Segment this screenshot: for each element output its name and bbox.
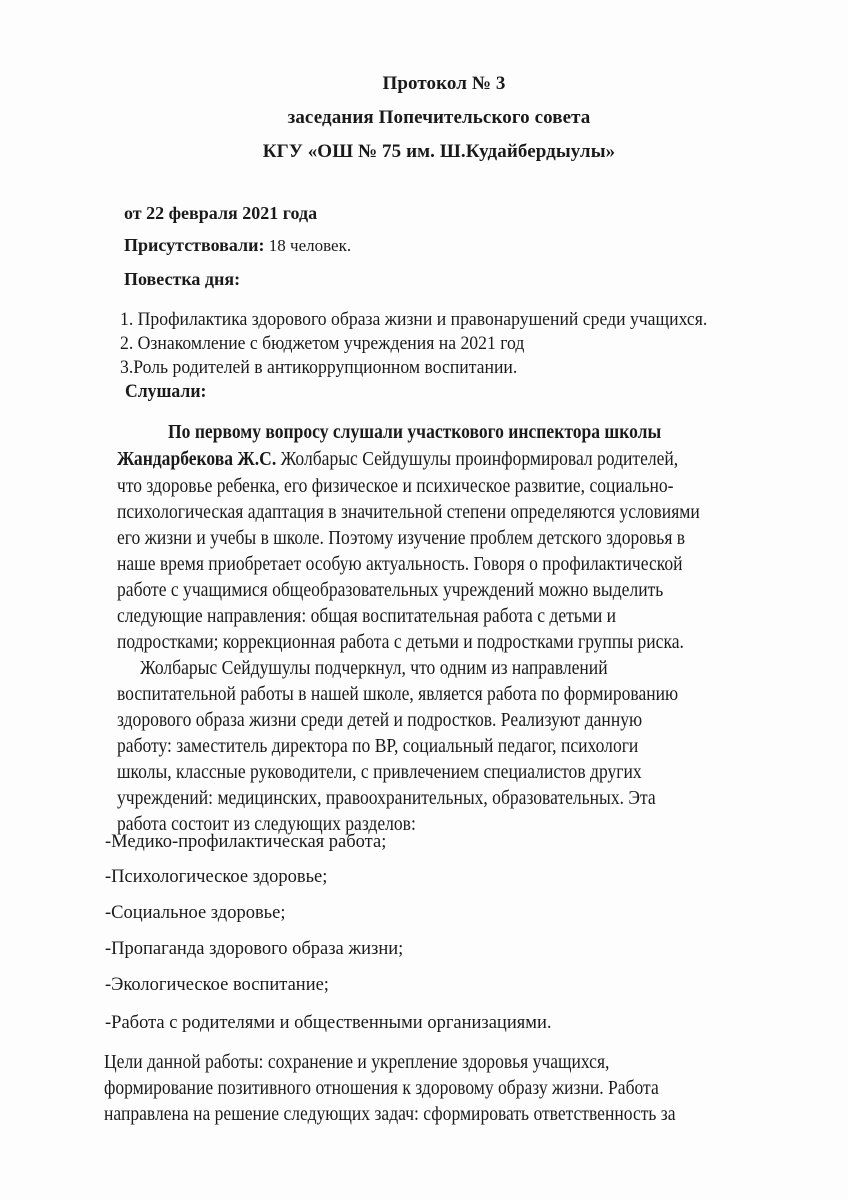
intro-line: По первому вопросу слушали участкового инспектора школы (168, 422, 662, 443)
paragraph-line: формирование позитивного отношения к здоровому образу жизни. Работа (104, 1078, 659, 1099)
paragraph-line: что здоровье ребенка, его физическое и психическое развитие, социально- (117, 476, 674, 497)
agenda-item: 1. Профилактика здорового образа жизни и правонарушений среди учащихся. (120, 309, 708, 330)
organization-name: КГУ «ОШ № 75 им. Ш.Кудайбердыулы» (262, 141, 616, 162)
agenda-label: Повестка дня: (124, 269, 241, 289)
protocol-title: Протокол № 3 (382, 73, 506, 94)
paragraph-line: психологическая адаптация в значительной степени определяются условиями (117, 502, 700, 523)
section-item: -Психологическое здоровье; (105, 867, 328, 887)
paragraph-line: следующие направления: общая воспитательная работа с детьми и (117, 606, 617, 627)
attendance-value: 18 человек. (264, 236, 352, 255)
paragraph-line: Цели данной работы: сохранение и укрепление здоровья учащихся, (104, 1052, 610, 1073)
paragraph-line: работа состоит из следующих разделов: (117, 814, 416, 835)
speaker-line (117, 449, 678, 471)
section-item: -Пропаганда здорового образа жизни; (105, 939, 404, 959)
section-item: -Медико-профилактическая работа; (105, 832, 387, 852)
meeting-subtitle: заседания Попечительского совета (287, 107, 591, 128)
paragraph-line: направлена на решение следующих задач: сформировать ответственность за (104, 1104, 676, 1125)
paragraph-line: подростками; коррекционная работа с детьми и подростками группы риска. (117, 632, 684, 653)
paragraph-line: Жолбарыс Сейдушулы подчеркнул, что одним из направлений (140, 658, 608, 679)
section-item: -Социальное здоровье; (105, 903, 286, 923)
attendance (124, 235, 351, 256)
paragraph-line: здорового образа жизни среди детей и подростков. Реализуют данную (117, 710, 643, 731)
paragraph-line: работе с учащимися общеобразовательных учреждений можно выделить (117, 580, 664, 601)
paragraph-line: школы, классные руководители, с привлечением специалистов других (117, 762, 642, 783)
heard-label: Слушали: (125, 381, 207, 402)
paragraph-line: работу: заместитель директора по ВР, социальный педагог, психологи (117, 736, 639, 757)
speaker-rest: Жолбарыс Сейдушулы проинформировал родителей, (276, 449, 679, 470)
section-item: -Работа с родителями и общественными организациями. (105, 1013, 552, 1033)
section-item: -Экологическое воспитание; (105, 975, 329, 995)
meeting-date: от 22 февраля 2021 года (124, 203, 318, 223)
paragraph-line: воспитательной работы в нашей школе, является работа по формированию (117, 684, 679, 705)
agenda-item: 3.Роль родителей в антикоррупционном воспитании. (120, 357, 518, 378)
speaker-name: Жандарбекова Ж.С. (117, 449, 277, 470)
paragraph-line: наше время приобретает особую актуальность. Говоря о профилактической (117, 554, 683, 575)
agenda-item: 2. Ознакомление с бюджетом учреждения на 2021 год (120, 333, 525, 354)
paragraph-line: учреждений: медицинских, правоохранительных, образовательных. Эта (117, 788, 656, 809)
attendance-label: Присутствовали: (124, 235, 265, 255)
paragraph-line: его жизни и учебы в школе. Поэтому изучение проблем детского здоровья в (117, 528, 686, 549)
